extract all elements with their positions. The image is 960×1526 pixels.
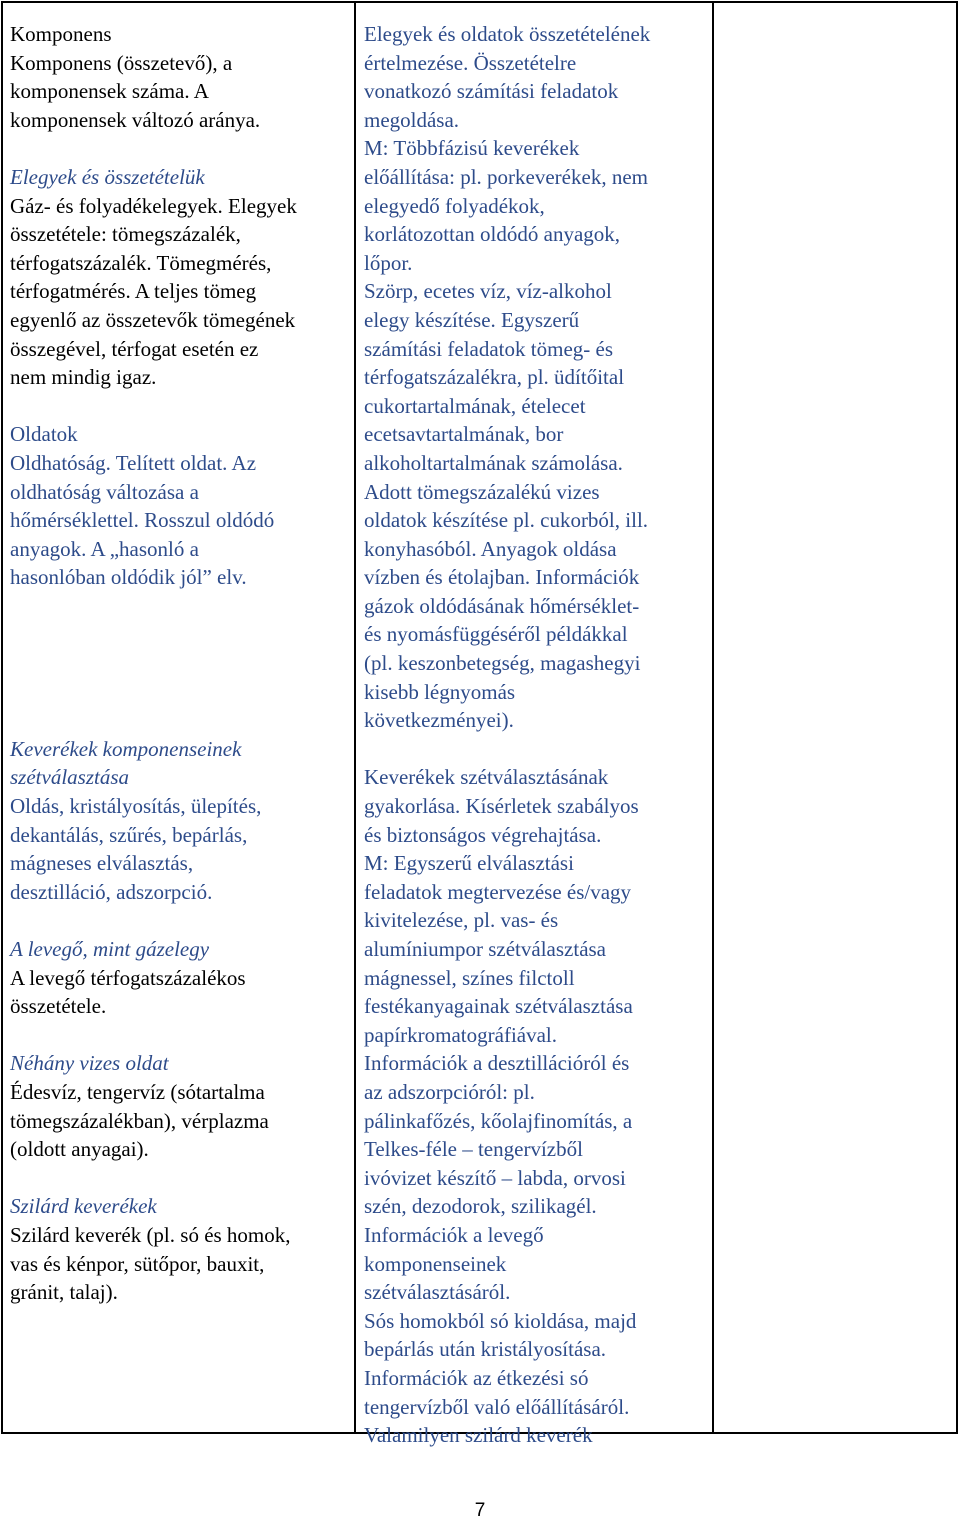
komponens-heading: Komponens — [10, 22, 112, 46]
oldatok-heading: Oldatok — [10, 422, 78, 447]
middle-paragraph-1 — [364, 20, 709, 735]
left-column — [10, 3, 350, 1307]
szetvalasztas-heading: Keverékek komponenseinek szétválasztása — [10, 736, 242, 790]
page-number: 7 — [474, 1500, 486, 1521]
levego-heading: A levegő, mint gázelegy — [10, 937, 210, 961]
column-divider-1 — [354, 3, 356, 1432]
m-label-1: M: — [364, 136, 389, 161]
szetvalasztas-text: Oldás, kristályosítás, ülepítés, dekantálás, szűrés, bepárlás, mágneses elválasztás, desztilláció, adszorpció. — [10, 794, 262, 904]
szilard-heading: Szilárd keverékek — [10, 1194, 157, 1219]
elegyek-heading: Elegyek és összetételük — [10, 164, 205, 189]
p2-intro: Keverékek szétválasztásának gyakorlása. Kísérletek szabályos és biztonságos végrehajtása. — [364, 765, 639, 847]
levego-text: A levegő térfogatszázalékos összetétele. — [10, 965, 246, 1019]
oldatok-text: Oldhatóság. Telített oldat. Az oldhatóság változása a hőmérséklettel. Rosszul oldódó anyagok. A „hasonló a hasonlóban oldódik jól” elv. — [10, 450, 275, 590]
elegyek-text: Gáz- és folyadékelegyek. Elegyek összetétele: tömegszázalék, térfogatszázalék. Tömegmérés, térfogatmérés. A teljes tömeg egyenlő az összetevők tömegének összegével, térfogat esetén ez nem mindig igaz. — [10, 193, 297, 390]
p2-activities: Egyszerű elválasztási feladatok megtervezése és/vagy kivitelezése, pl. vas- és alumíniumpor szétválasztása mágnessel, színes filctoll festékanyagainak szétválasztása papírkromatográfiával. Információk a desztillációról és az adszorpcióról: pl. pálinkafőzés, kőolajfinomítás, a Telkes-féle – tengervízből ivóvizet készítő – labda, orvosi szén, dezodorok, szilikagél. Információk a levegő komponenseinek szétválasztásáról. Sós homokból só kioldása, majd bepárlás után kristályosítása. Információk az étkezési só tengervízből való előállításáról. Valamilyen szilárd keverék — [364, 851, 637, 1448]
vizes-oldat-heading: Néhány vizes oldat — [10, 1051, 169, 1076]
column-divider-2 — [712, 3, 714, 1432]
middle-column — [364, 3, 709, 1450]
komponens-text: Komponens (összetevő), a komponensek száma. A komponensek változó aránya. — [10, 50, 261, 132]
szilard-text: Szilárd keverék (pl. só és homok, vas és kénpor, sütőpor, bauxit, gránit, talaj). — [10, 1222, 291, 1305]
content-table — [1, 1, 958, 1448]
vizes-oldat-text: Édesvíz, tengervíz (sótartalma tömegszázalékban), vérplazma (oldott anyagai). — [10, 1079, 269, 1162]
p1-intro: Elegyek és oldatok összetételének értelmezése. Összetételre vonatkozó számítási feladatok megoldása. — [364, 22, 651, 132]
middle-paragraph-2 — [364, 763, 709, 1449]
p1-activities: Többfázisú keverékek előállítása: pl. porkeverékek, nem elegyedő folyadékok, korlátozottan oldódó anyagok, lőpor. Szörp, ecetes víz, víz-alkohol elegy készítése. Egyszerű számítási feladatok tömeg- és térfogatszázalékra, pl. üdítőital cukortartalmának, ételecet ecetsavtartalmának, bor alkoholtartalmának számolása. Adott tömegszázalékú vizes oldatok készítése pl. cukorból, ill. konyhasóból. Anyagok oldása vízben és étolajban. Információk gázok oldódásának hőmérséklet- és nyomásfüggéséről példákkal (pl. keszonbetegség, magashegyi kisebb légnyomás következményei). — [364, 136, 649, 733]
m-label-2: M: — [364, 851, 389, 876]
